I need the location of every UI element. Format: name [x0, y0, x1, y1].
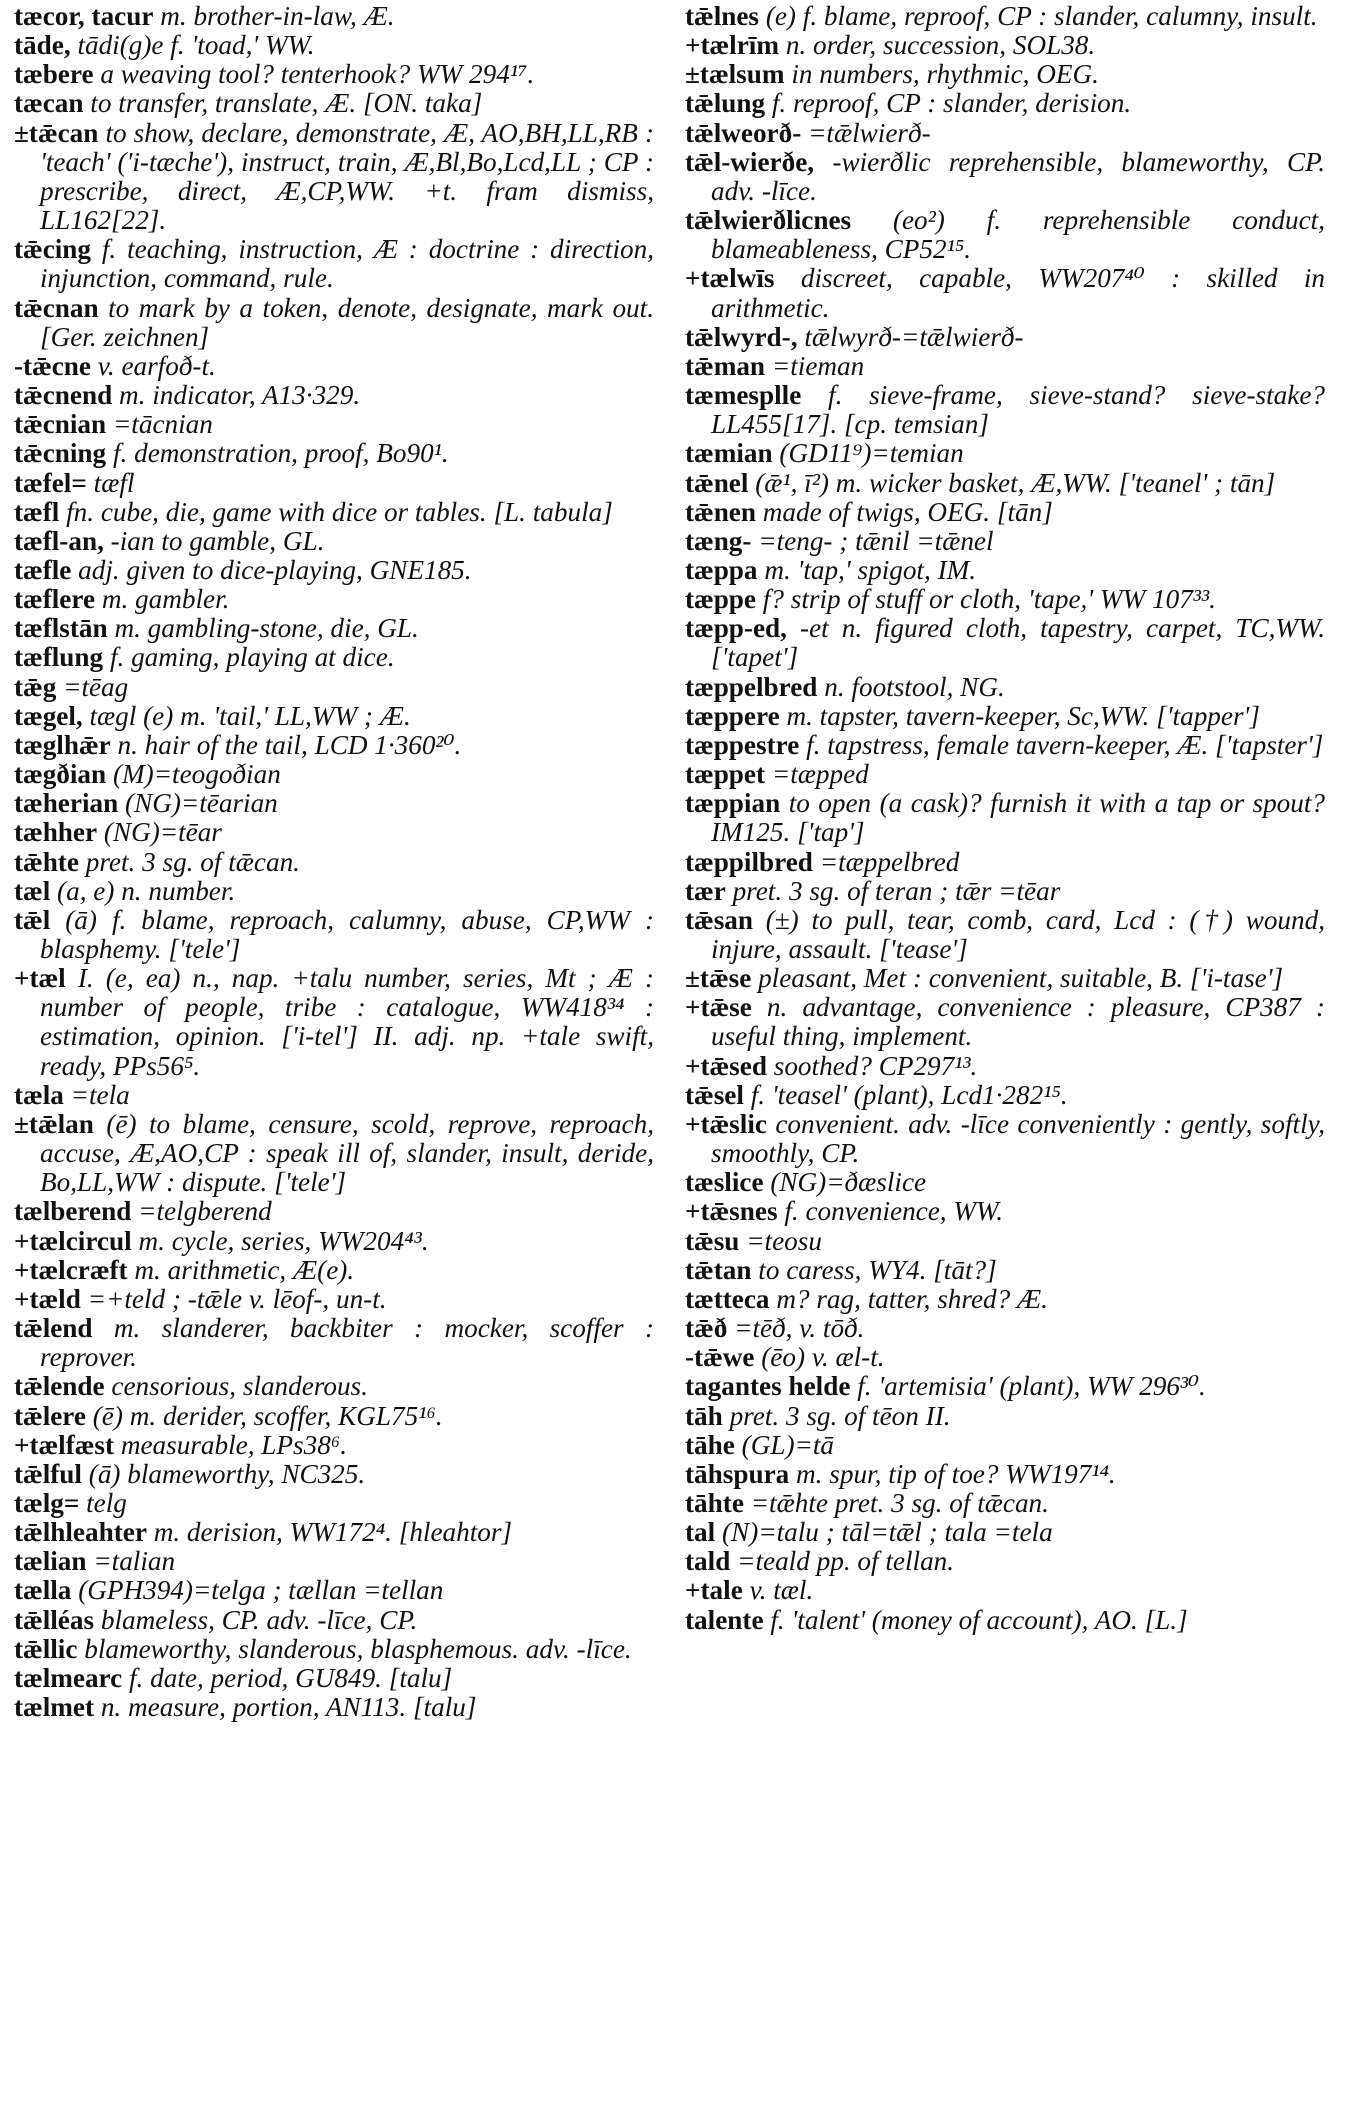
entry-definition: =tǣhte pret. 3 sg. of tǣcan. — [750, 1487, 1049, 1518]
entry-definition: v. earfoð-t. — [97, 350, 216, 381]
entry-definition: a weaving tool? tenterhook? WW 294¹⁷. — [100, 59, 535, 90]
entry-headword: +tælcircul — [14, 1225, 132, 1256]
entry-headword: +tælcræft — [14, 1254, 128, 1285]
dictionary-entry — [685, 381, 1325, 439]
dictionary-entry — [14, 1081, 654, 1110]
entry-headword: +tæl — [14, 963, 66, 994]
entry-headword: tāhte — [685, 1487, 744, 1518]
dictionary-entry — [685, 469, 1325, 498]
entry-headword: ±tælsum — [685, 59, 785, 90]
dictionary-entry — [14, 818, 654, 847]
entry-headword: tælmet — [14, 1692, 95, 1723]
entry-definition: (GD11⁹)=temian — [779, 438, 964, 469]
entry-headword: tælla — [14, 1575, 72, 1606]
dictionary-entry — [685, 323, 1325, 352]
entry-definition: =tēag — [63, 671, 129, 702]
entry-headword: tǣnel — [685, 467, 749, 498]
entry-headword: tær — [685, 875, 726, 906]
dictionary-entry — [14, 1664, 654, 1693]
entry-definition: (NG)=tēarian — [125, 788, 278, 819]
dictionary-entry — [685, 1081, 1325, 1110]
entry-definition: =tela — [70, 1079, 130, 1110]
entry-definition: (eo²) f. reprehensible conduct, blameableness, CP52¹⁵. — [711, 205, 1326, 265]
entry-definition: in numbers, rhythmic, OEG. — [791, 59, 1099, 90]
dictionary-entry — [14, 1256, 654, 1285]
entry-definition: (N)=talu ; tāl=tǣl ; tala =tela — [722, 1517, 1053, 1548]
dictionary-entry — [14, 439, 654, 468]
entry-headword: tǣcnian — [14, 409, 107, 440]
dictionary-entry — [685, 1431, 1325, 1460]
entry-headword: tǣhte — [14, 846, 79, 877]
entry-definition: =tieman — [771, 350, 865, 381]
entry-headword: tægel, — [14, 700, 83, 731]
entry-headword: tǣcing — [14, 234, 92, 265]
entry-definition: f. convenience, WW. — [784, 1196, 1003, 1227]
dictionary-entry — [14, 1285, 654, 1314]
dictionary-entry — [685, 206, 1325, 264]
entry-headword: tæhher — [14, 817, 98, 848]
dictionary-entry — [14, 1227, 654, 1256]
dictionary-entry — [14, 848, 654, 877]
dictionary-entry — [14, 527, 654, 556]
entry-definition: made of twigs, OEG. [tān] — [762, 496, 1053, 527]
dictionary-entry — [685, 789, 1325, 847]
entry-headword: tāh — [685, 1400, 723, 1431]
entry-definition: m. brother-in-law, Æ. — [160, 1, 395, 31]
dictionary-entry — [14, 1460, 654, 1489]
dictionary-entry — [14, 643, 654, 672]
dictionary-entry — [685, 1402, 1325, 1431]
entry-definition: f. date, period, GU849. [talu] — [129, 1662, 453, 1693]
entry-definition: (ē) m. derider, scoffer, KGL75¹⁶. — [92, 1400, 443, 1431]
entry-definition: =teng- ; tǣnil =tǣnel — [758, 525, 994, 556]
dictionary-entry — [685, 760, 1325, 789]
entry-headword: ±tǣse — [685, 963, 752, 994]
dictionary-entry — [685, 2, 1325, 31]
dictionary-entry — [685, 89, 1325, 118]
dictionary-entry — [14, 1314, 654, 1372]
dictionary-entry — [685, 1110, 1325, 1168]
entry-headword: +tǣsed — [685, 1050, 767, 1081]
entry-headword: tǣcning — [14, 438, 107, 469]
dictionary-entry — [14, 1372, 654, 1401]
entry-definition: f. teaching, instruction, Æ : doctrine : direction, injunction, command, rule. — [40, 234, 654, 294]
dictionary-entry — [14, 381, 654, 410]
entry-definition: =tǣlwierð- — [808, 117, 931, 148]
dictionary-entry — [14, 1518, 654, 1547]
entry-headword: tæppe — [685, 584, 756, 615]
dictionary-entry — [14, 235, 654, 293]
dictionary-entry — [14, 2, 654, 31]
dictionary-entry — [14, 614, 654, 643]
dictionary-entry — [14, 60, 654, 89]
entry-definition: pret. 3 sg. of tǣcan. — [85, 846, 300, 877]
entry-headword: tǣlweorð- — [685, 117, 802, 148]
entry-definition: =teald pp. of tellan. — [737, 1546, 955, 1577]
dictionary-entry — [685, 673, 1325, 702]
entry-definition: =talian — [93, 1546, 176, 1577]
dictionary-entry — [14, 1197, 654, 1226]
dictionary-entry — [685, 1197, 1325, 1226]
dictionary-entry — [14, 906, 654, 964]
dictionary-entry — [14, 556, 654, 585]
entry-headword: tælberend — [14, 1196, 132, 1227]
entry-headword: tæfl — [14, 496, 60, 527]
entry-headword: tǣcnan — [14, 292, 99, 323]
dictionary-entry — [14, 1635, 654, 1664]
entry-headword: tæla — [14, 1079, 64, 1110]
dictionary-entry — [685, 31, 1325, 60]
entry-definition: =+teld ; -tǣle v. lēof-, un-t. — [87, 1283, 387, 1314]
dictionary-entry — [685, 702, 1325, 731]
entry-definition: (ē) to blame, censure, scold, reprove, reproach, accuse, Æ,AO,CP : speak ill of, slander, insult, deride, Bo,LL,WW : dispute. ['tele'] — [40, 1108, 655, 1198]
entry-definition: m. slanderer, backbiter : mocker, scoffer : reprover. — [40, 1313, 655, 1373]
entry-headword: +tælwīs — [685, 263, 775, 294]
dictionary-entry — [14, 1402, 654, 1431]
dictionary-entry — [14, 789, 654, 818]
entry-definition: tādi(g)e f. 'toad,' WW. — [77, 30, 315, 61]
entry-definition: pret. 3 sg. of tēon II. — [729, 1400, 951, 1431]
dictionary-entry — [14, 731, 654, 760]
dictionary-entry — [14, 1576, 654, 1605]
entry-definition: =teosu — [746, 1225, 822, 1256]
entry-definition: =tæpped — [771, 759, 869, 790]
entry-headword: +tǣse — [685, 992, 752, 1023]
entry-definition: m. indicator, A13·329. — [118, 380, 361, 411]
dictionary-entry — [14, 673, 654, 702]
entry-definition: soothed? CP297¹³. — [773, 1050, 978, 1081]
entry-headword: tæpp-ed, — [685, 613, 787, 644]
entry-headword: tæppelbred — [685, 671, 818, 702]
entry-definition: fn. cube, die, game with dice or tables. [L. tabula] — [66, 496, 613, 527]
entry-definition: f. sieve-frame, sieve-stand? sieve-stake? LL455[17]. [cp. temsian] — [711, 380, 1325, 440]
entry-definition: (a, e) n. number. — [57, 875, 236, 906]
entry-definition: (ǣ¹, ī²) m. wicker basket, Æ,WW. ['teanel' ; tān] — [755, 467, 1276, 498]
entry-definition: pleasant, Met : convenient, suitable, B. ['i-tase'] — [758, 963, 1284, 994]
dictionary-entry — [685, 1168, 1325, 1197]
dictionary-entry — [685, 614, 1325, 672]
entry-headword: tald — [685, 1546, 731, 1577]
entry-headword: +tæld — [14, 1283, 81, 1314]
entry-definition: (ā) blameworthy, NC325. — [88, 1458, 366, 1489]
entry-headword: tāde, — [14, 30, 71, 61]
dictionary-entry — [14, 1489, 654, 1518]
entry-definition: =tācnian — [112, 409, 213, 440]
entry-headword: tal — [685, 1517, 716, 1548]
entry-definition: f. reproof, CP : slander, derision. — [771, 88, 1132, 119]
dictionary-entry — [685, 877, 1325, 906]
dictionary-entry — [14, 585, 654, 614]
entry-headword: tǣsu — [685, 1225, 740, 1256]
dictionary-entry — [685, 1227, 1325, 1256]
dictionary-entry — [685, 848, 1325, 877]
dictionary-entry — [685, 906, 1325, 964]
entry-headword: tælg= — [14, 1487, 80, 1518]
entry-definition: n. footstool, NG. — [824, 671, 1005, 702]
entry-definition: (NG)=tēar — [103, 817, 222, 848]
entry-headword: tǣlung — [685, 88, 766, 119]
entry-definition: (e) f. blame, reproof, CP : slander, calumny, insult. — [765, 1, 1318, 31]
entry-definition: tægl (e) m. 'tail,' LL,WW ; Æ. — [89, 700, 411, 731]
entry-definition: f. 'teasel' (plant), Lcd1·282¹⁵. — [750, 1079, 1068, 1110]
dictionary-entry — [685, 1606, 1325, 1635]
entry-headword: tælmearc — [14, 1662, 123, 1693]
dictionary-entry — [685, 1489, 1325, 1518]
entry-headword: tǣlende — [14, 1371, 105, 1402]
entry-headword: tæflung — [14, 642, 104, 673]
entry-definition: to show, declare, demonstrate, Æ, AO,BH,LL,RB : 'teach' ('i-tæche'), instruct, train, Æ,Bl,Bo,Lcd,LL ; CP : prescribe, direct, Æ,CP,WW. +t. fram dismiss, LL162[22]. — [40, 117, 654, 236]
entry-definition: n. measure, portion, AN113. [talu] — [100, 1692, 477, 1723]
entry-definition: v. tæl. — [749, 1575, 814, 1606]
entry-headword: tǣlnes — [685, 1, 760, 31]
entry-headword: tægðian — [14, 759, 107, 790]
dictionary-entry — [685, 556, 1325, 585]
entry-headword: tæcor, tacur — [14, 1, 154, 31]
entry-headword: +tǣsnes — [685, 1196, 778, 1227]
dictionary-entry — [14, 469, 654, 498]
entry-headword: tæppilbred — [685, 846, 813, 877]
dictionary-entry — [685, 148, 1325, 206]
left-column — [14, 2, 654, 1722]
entry-definition: (NG)=ðæslice — [770, 1167, 927, 1198]
entry-headword: tætteca — [685, 1283, 770, 1314]
entry-definition: f. 'talent' (money of account), AO. [L.] — [770, 1604, 1188, 1635]
entry-headword: tæmesplle — [685, 380, 802, 411]
entry-headword: tæcan — [14, 88, 84, 119]
dictionary-entry — [14, 702, 654, 731]
entry-headword: +tǣslic — [685, 1108, 767, 1139]
entry-definition: to open (a cask)? furnish it with a tap or spout? IM125. ['tap'] — [711, 788, 1326, 848]
entry-headword: ±tǣlan — [14, 1108, 94, 1139]
entry-headword: tæppian — [685, 788, 781, 819]
dictionary-entry — [14, 1693, 654, 1722]
dictionary-entry — [685, 585, 1325, 614]
dictionary-entry — [685, 264, 1325, 322]
entry-headword: tæfle — [14, 554, 72, 585]
entry-definition: f. demonstration, proof, Bo90¹. — [112, 438, 449, 469]
entry-definition: =telgberend — [138, 1196, 272, 1227]
entry-headword: tæl — [14, 875, 51, 906]
dictionary-entry — [685, 1256, 1325, 1285]
entry-definition: blameless, CP. adv. -līce, CP. — [100, 1604, 418, 1635]
dictionary-entry — [14, 877, 654, 906]
dictionary-entry — [685, 1460, 1325, 1489]
entry-definition: -wierðlic reprehensible, blameworthy, CP. adv. -līce. — [711, 146, 1326, 206]
entry-headword: tǣlend — [14, 1313, 93, 1344]
entry-definition: n. hair of the tail, LCD 1·360²⁰. — [117, 729, 462, 760]
entry-definition: -et n. figured cloth, tapestry, carpet, TC,WW. ['tapet'] — [711, 613, 1325, 673]
entry-definition: f. 'artemisia' (plant), WW 296³⁰. — [857, 1371, 1206, 1402]
entry-definition: censorious, slanderous. — [111, 1371, 368, 1402]
entry-definition: m. tapster, tavern-keeper, Sc,WW. ['tapper'] — [786, 700, 1260, 731]
entry-definition: to mark by a token, denote, designate, mark out. [Ger. zeichnen] — [40, 292, 654, 352]
dictionary-entry — [685, 993, 1325, 1051]
entry-definition: m? rag, tatter, shred? Æ. — [776, 1283, 1048, 1314]
entry-headword: tæglhǣr — [14, 729, 111, 760]
entry-headword: tǣman — [685, 350, 766, 381]
entry-definition: discreet, capable, WW207⁴⁰ : skilled in arithmetic. — [711, 263, 1326, 323]
entry-definition: -ian to gamble, GL. — [110, 525, 325, 556]
entry-definition: blameworthy, slanderous, blasphemous. adv. -līce. — [84, 1633, 632, 1664]
entry-headword: tæppere — [685, 700, 780, 731]
entry-headword: tæflstān — [14, 613, 108, 644]
dictionary-entry — [685, 498, 1325, 527]
entry-definition: f. gaming, playing at dice. — [109, 642, 395, 673]
entry-headword: +tælrīm — [685, 30, 780, 61]
entry-headword: tāhspura — [685, 1458, 790, 1489]
entry-definition: convenient. adv. -līce conveniently : gently, softly, smoothly, CP. — [711, 1108, 1325, 1169]
dictionary-entry — [14, 1110, 654, 1197]
entry-definition: adj. given to dice-playing, GNE185. — [78, 554, 472, 585]
entry-definition: I. (e, ea) n., nap. +talu number, series, Mt ; Æ : number of people, tribe : catalogue, WW418³⁴ : estimation, opinion. ['i-tel'] II. adj. np. +tale swift, ready, PPs56⁵. — [40, 963, 654, 1081]
entry-definition: =tēð, v. tōð. — [734, 1313, 865, 1344]
entry-headword: tæfl-an, — [14, 525, 104, 556]
entry-definition: to caress, WY4. [tāt?] — [758, 1254, 997, 1285]
entry-headword: tæflere — [14, 584, 96, 615]
entry-headword: tǣlhleahter — [14, 1517, 147, 1548]
entry-headword: tæbere — [14, 59, 94, 90]
entry-definition: (GL)=tā — [741, 1429, 834, 1460]
entry-definition: =tæppelbred — [819, 846, 960, 877]
entry-definition: (±) to pull, tear, comb, card, Lcd : (†) wound, injure, assault. ['tease'] — [711, 904, 1325, 964]
dictionary-entry — [14, 89, 654, 118]
dictionary-entry — [14, 1606, 654, 1635]
entry-definition: f. tapstress, female tavern-keeper, Æ. ['tapster'] — [806, 729, 1324, 760]
entry-definition: m. derision, WW172⁴. [hleahtor] — [153, 1517, 513, 1548]
entry-definition: (GPH394)=telga ; tællan =tellan — [78, 1575, 444, 1606]
entry-headword: tǣg — [14, 671, 57, 702]
entry-headword: tæppestre — [685, 729, 800, 760]
dictionary-entry — [14, 410, 654, 439]
entry-headword: tæfel= — [14, 467, 87, 498]
entry-headword: tǣsan — [685, 904, 753, 935]
entry-headword: tǣcnend — [14, 380, 113, 411]
entry-definition: f? strip of stuff or cloth, 'tape,' WW 107³³. — [762, 584, 1216, 615]
entry-definition: pret. 3 sg. of teran ; tǣr =tēar — [732, 875, 1061, 906]
entry-headword: -tǣwe — [685, 1342, 755, 1373]
dictionary-entry — [14, 352, 654, 381]
entry-headword: tǣlful — [14, 1458, 82, 1489]
entry-definition: n. order, succession, SOL38. — [785, 30, 1096, 61]
entry-definition: (ā) f. blame, reproach, calumny, abuse, CP,WW : blasphemy. ['tele'] — [40, 904, 654, 964]
entry-headword: tǣlwierðlicnes — [685, 205, 852, 236]
entry-headword: tǣllic — [14, 1633, 78, 1664]
dictionary-entry — [685, 1576, 1325, 1605]
dictionary-entry — [685, 60, 1325, 89]
entry-headword: tagantes helde — [685, 1371, 851, 1402]
dictionary-entry — [685, 964, 1325, 993]
entry-definition: m. gambling-stone, die, GL. — [114, 613, 419, 644]
entry-headword: tæmian — [685, 438, 773, 469]
dictionary-entry — [14, 1431, 654, 1460]
entry-headword: tǣl-wierðe, — [685, 146, 815, 177]
entry-headword: tǣl — [14, 904, 51, 935]
dictionary-entry — [685, 527, 1325, 556]
entry-headword: tǣsel — [685, 1079, 744, 1110]
entry-definition: tæfl — [93, 467, 135, 498]
dictionary-entry — [14, 119, 654, 236]
entry-definition: m. cycle, series, WW204⁴³. — [138, 1225, 429, 1256]
dictionary-entry — [14, 964, 654, 1081]
entry-headword: ±tǣcan — [14, 117, 99, 148]
entry-headword: +tale — [685, 1575, 743, 1606]
dictionary-entry — [14, 498, 654, 527]
dictionary-entry — [685, 1343, 1325, 1372]
entry-headword: tǣlere — [14, 1400, 86, 1431]
entry-definition: telg — [86, 1487, 127, 1518]
entry-headword: tǣtan — [685, 1254, 752, 1285]
entry-headword: tæslice — [685, 1167, 764, 1198]
entry-headword: tǣlwyrd-, — [685, 321, 798, 352]
dictionary-entry — [685, 1518, 1325, 1547]
entry-headword: tǣnen — [685, 496, 756, 527]
dictionary-entry — [685, 439, 1325, 468]
entry-definition: measurable, LPs38⁶. — [120, 1429, 348, 1460]
entry-headword: tǣð — [685, 1313, 728, 1344]
entry-headword: tæppa — [685, 554, 758, 585]
dictionary-entry — [685, 1052, 1325, 1081]
entry-definition: m. spur, tip of toe? WW197¹⁴. — [796, 1458, 1116, 1489]
entry-headword: tæppet — [685, 759, 766, 790]
entry-headword: tælian — [14, 1546, 87, 1577]
dictionary-entry — [14, 1547, 654, 1576]
dictionary-entry — [14, 760, 654, 789]
right-column — [685, 2, 1325, 1635]
entry-headword: tæherian — [14, 788, 119, 819]
dictionary-entry — [685, 1285, 1325, 1314]
entry-definition: m. 'tap,' spigot, IM. — [764, 554, 977, 585]
entry-definition: tǣlwyrð-=tǣlwierð- — [804, 321, 1024, 352]
dictionary-entry — [14, 294, 654, 352]
dictionary-entry — [685, 1314, 1325, 1343]
entry-headword: tǣlléas — [14, 1604, 95, 1635]
dictionary-entry — [14, 31, 654, 60]
entry-definition: m. gambler. — [101, 584, 230, 615]
dictionary-entry — [685, 731, 1325, 760]
entry-headword: -tǣcne — [14, 350, 91, 381]
entry-headword: tæng- — [685, 525, 752, 556]
entry-definition: n. advantage, convenience : pleasure, CP387 : useful thing, implement. — [711, 992, 1326, 1052]
dictionary-entry — [685, 119, 1325, 148]
entry-definition: to transfer, translate, Æ. [ON. taka] — [90, 88, 483, 119]
entry-definition: (ēo) v. æl-t. — [761, 1342, 885, 1373]
entry-headword: tāhe — [685, 1429, 735, 1460]
entry-headword: +tælfæst — [14, 1429, 115, 1460]
entry-definition: (M)=teogoðian — [112, 759, 281, 790]
entry-headword: talente — [685, 1604, 764, 1635]
dictionary-entry — [685, 1372, 1325, 1401]
entry-definition: m. arithmetic, Æ(e). — [134, 1254, 355, 1285]
dictionary-entry — [685, 352, 1325, 381]
dictionary-entry — [685, 1547, 1325, 1576]
